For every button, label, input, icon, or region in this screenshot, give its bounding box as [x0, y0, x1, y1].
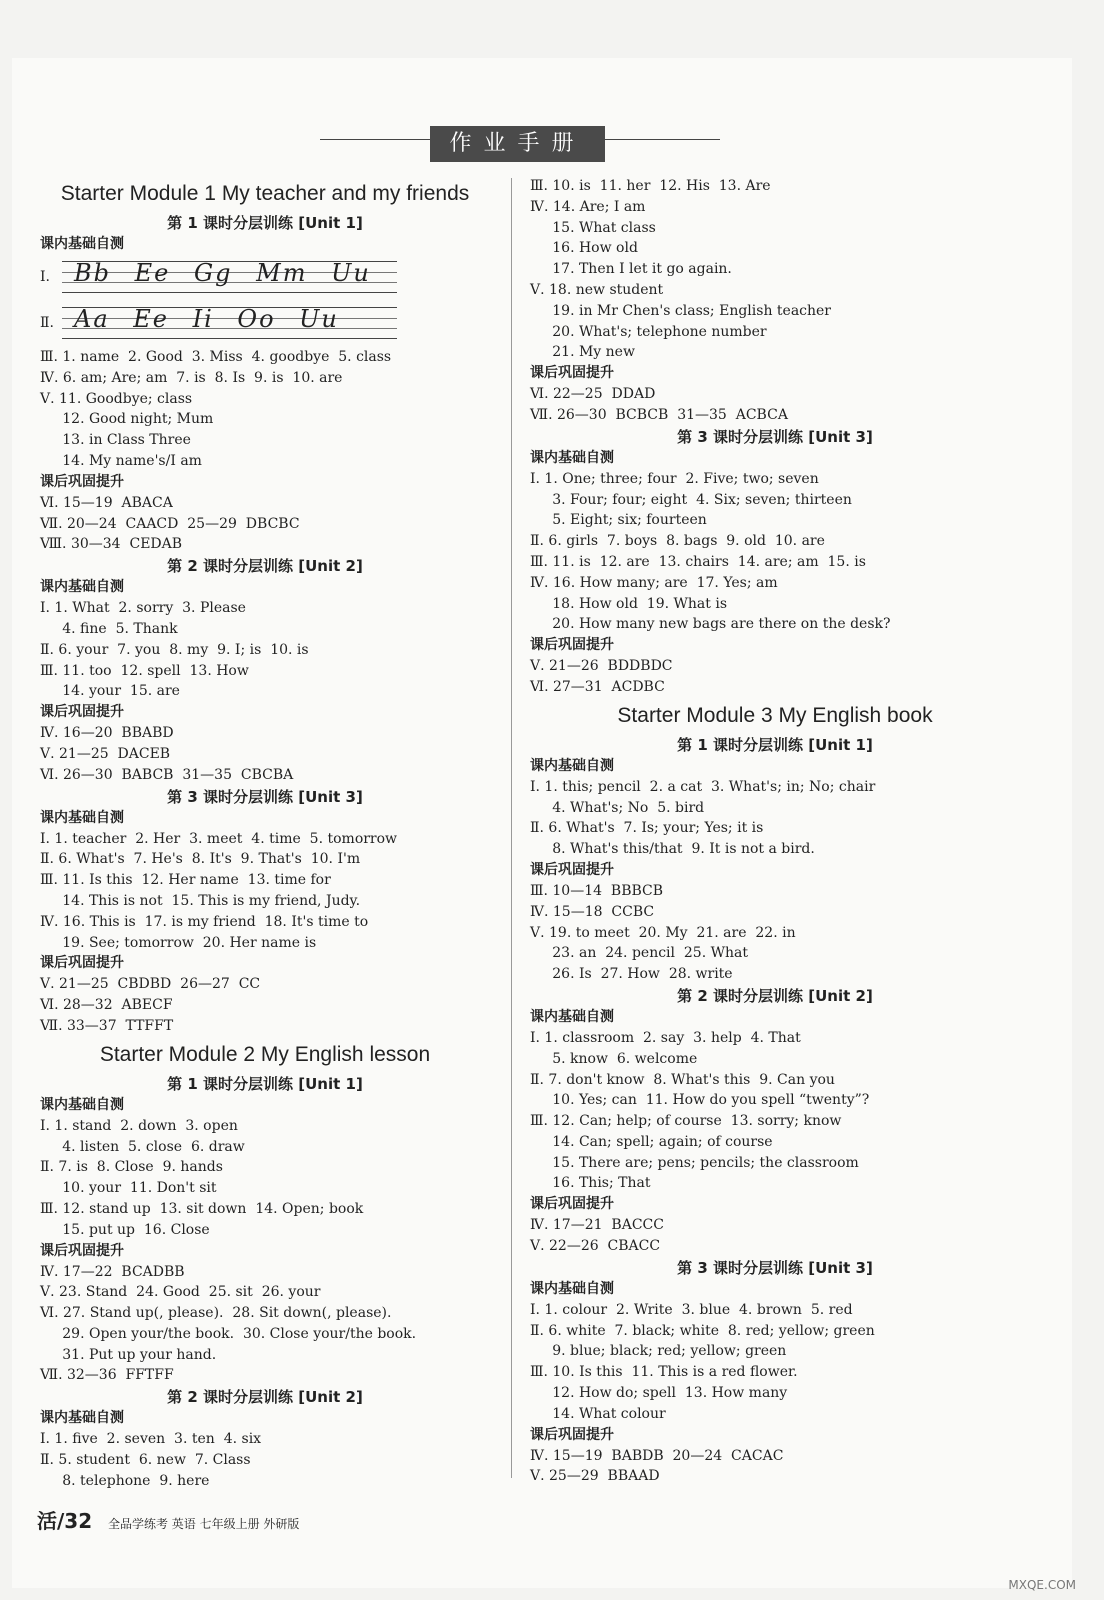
subsection-title: 课内基础自测: [40, 809, 124, 826]
answer-line: Ⅲ. 11. is 12. are 13. chairs 14. are; am 15. is: [530, 553, 866, 570]
section-header: [320, 126, 720, 166]
left-column: [40, 176, 490, 1492]
answer-line: Ⅴ. 21—25 DACEB: [40, 745, 171, 762]
answer-line: 20. How many new bags are there on the desk?: [530, 616, 891, 633]
answer-line: 23. an 24. pencil 25. What: [530, 945, 748, 962]
answer-line: Ⅵ. 26—30 BABCB 31—35 CBCBA: [40, 766, 294, 783]
question-number: Ⅱ.: [40, 315, 54, 331]
subsection-title: 课内基础自测: [40, 579, 124, 596]
answer-line: 21. My new: [530, 344, 635, 361]
subsection-title: 课内基础自测: [530, 1008, 614, 1025]
answer-line: Ⅰ. 1. this; pencil 2. a cat 3. What's; in; No; chair: [530, 778, 876, 795]
answer-line: 19. See; tomorrow 20. Her name is: [40, 934, 317, 951]
answer-line: Ⅰ. 1. classroom 2. say 3. help 4. That: [530, 1029, 801, 1046]
answer-line: Ⅰ. 1. colour 2. Write 3. blue 4. brown 5. red: [530, 1301, 853, 1318]
column-divider: [511, 178, 512, 1478]
module-title: Starter Module 2 My English lesson: [99, 1042, 431, 1066]
answer-line: Ⅰ. 1. What 2. sorry 3. Please: [40, 600, 246, 617]
answer-line: Ⅴ. 11. Goodbye; class: [40, 390, 193, 407]
right-column: [530, 176, 1020, 1487]
answer-line: Ⅴ. 22—26 CBACC: [530, 1238, 661, 1255]
answer-line: Ⅳ. 14. Are; I am: [530, 198, 646, 215]
answer-line: 16. How old: [530, 240, 638, 257]
answer-line: Ⅲ. 12. stand up 13. sit down 14. Open; book: [40, 1200, 364, 1217]
module-title: Starter Module 1 My teacher and my friends: [60, 182, 470, 205]
answer-line: 15. What class: [530, 219, 656, 236]
lesson-title: 第 1 课时分层训练 [Unit 1]: [677, 735, 873, 754]
subsection-title: 课内基础自测: [40, 236, 124, 252]
answer-line: 5. know 6. welcome: [530, 1050, 698, 1067]
answer-line: 14. My name's/I am: [40, 452, 202, 469]
answer-line: Ⅳ. 6. am; Are; am 7. is 8. Is 9. is 10. are: [40, 369, 343, 386]
question-number: Ⅰ.: [40, 269, 50, 285]
answer-line: 17. Then I let it go again.: [530, 261, 732, 278]
answer-line: 14. What colour: [530, 1405, 666, 1422]
answer-line: 29. Open your/the book. 30. Close your/the book.: [40, 1325, 417, 1342]
watermark: MXQE.COM: [1008, 1578, 1076, 1592]
answer-line: 18. How old 19. What is: [530, 595, 728, 612]
answer-line: Ⅱ. 6. white 7. black; white 8. red; yellow; green: [530, 1322, 875, 1339]
handwriting-row: [40, 255, 490, 301]
answer-line: Ⅲ. 11. too 12. spell 13. How: [40, 662, 249, 679]
answer-line: 26. Is 27. How 28. write: [530, 966, 733, 983]
handwritten-letters: Aa Ee Ii Oo Uu: [74, 305, 339, 333]
answer-line: Ⅳ. 16. How many; are 17. Yes; am: [530, 574, 778, 591]
answer-line: Ⅴ. 21—25 CBDBD 26—27 CC: [40, 976, 261, 993]
book-series: 全品学练考 英语 七年级上册 外研版: [107, 1517, 300, 1531]
answer-line: 12. Good night; Mum: [40, 411, 214, 428]
subsection-title: 课内基础自测: [40, 1410, 124, 1427]
answer-line: 19. in Mr Chen's class; English teacher: [530, 302, 831, 319]
answer-line: Ⅲ. 10. is 11. her 12. His 13. Are: [530, 178, 771, 194]
answer-line: Ⅵ. 22—25 DDAD: [530, 386, 656, 403]
subsection-title: 课内基础自测: [530, 757, 614, 774]
handwritten-letters: Bb Ee Gg Mm Uu: [74, 259, 371, 287]
answer-line: Ⅴ. 21—26 BDDBDC: [530, 658, 673, 675]
answer-line: Ⅰ. 1. One; three; four 2. Five; two; seven: [530, 470, 819, 487]
answer-line: 16. This; That: [530, 1175, 651, 1192]
answer-line: 14. Can; spell; again; of course: [530, 1133, 773, 1150]
answer-line: Ⅳ. 15—18 CCBC: [530, 903, 655, 920]
answer-line: Ⅵ. 27. Stand up(, please). 28. Sit down(, please).: [40, 1305, 392, 1322]
subsection-title: 课后巩固提升: [530, 637, 614, 654]
answer-line: 13. in Class Three: [40, 432, 191, 449]
lesson-title: 第 1 课时分层训练 [Unit 1]: [167, 1074, 363, 1093]
subsection-title: 课后巩固提升: [530, 1196, 614, 1213]
answer-line: Ⅷ. 30—34 CEDAB: [40, 536, 183, 553]
answer-line: Ⅶ. 26—30 BCBCB 31—35 ACBCA: [530, 406, 788, 423]
handwriting-row: [40, 301, 490, 347]
answer-line: Ⅱ. 6. What's 7. He's 8. It's 9. That's 10. I'm: [40, 851, 361, 868]
answer-line: 8. What's this/that 9. It is not a bird.: [530, 841, 815, 858]
answer-line: Ⅵ. 28—32 ABECF: [40, 997, 173, 1014]
subsection-title: 课后巩固提升: [40, 955, 124, 972]
answer-line: Ⅰ. 1. five 2. seven 3. ten 4. six: [40, 1431, 262, 1448]
answer-line: 4. fine 5. Thank: [40, 620, 178, 637]
answer-line: 14. your 15. are: [40, 683, 180, 700]
answer-line: Ⅴ. 25—29 BBAAD: [530, 1468, 660, 1485]
answer-line: Ⅰ. 1. stand 2. down 3. open: [40, 1117, 238, 1134]
answer-line: 3. Four; four; eight 4. Six; seven; thirteen: [530, 491, 852, 508]
subsection-title: 课后巩固提升: [40, 1242, 124, 1259]
page-number: 活/32: [37, 1509, 93, 1533]
subsection-title: 课后巩固提升: [530, 1426, 614, 1443]
answer-line: 12. How do; spell 13. How many: [530, 1385, 788, 1402]
answer-line: Ⅵ. 15—19 ABACA: [40, 494, 173, 511]
answer-line: Ⅴ. 19. to meet 20. My 21. are 22. in: [530, 924, 796, 941]
answer-line: Ⅶ. 32—36 FFTFF: [40, 1367, 174, 1384]
answer-line: Ⅱ. 7. is 8. Close 9. hands: [40, 1159, 223, 1176]
answer-line: Ⅳ. 16. This is 17. is my friend 18. It's time to: [40, 913, 369, 930]
answer-line: Ⅶ. 33—37 TTFFT: [40, 1017, 174, 1034]
answer-line: Ⅱ. 6. your 7. you 8. my 9. I; is 10. is: [40, 641, 309, 658]
lesson-title: 第 3 课时分层训练 [Unit 3]: [677, 1258, 873, 1277]
answer-line: Ⅱ. 6. What's 7. Is; your; Yes; it is: [530, 820, 764, 837]
subsection-title: 课内基础自测: [530, 1280, 614, 1297]
module-title: Starter Module 3 My English book: [617, 703, 933, 727]
answer-line: 10. Yes; can 11. How do you spell “twenty”?: [530, 1092, 870, 1109]
footer: [37, 1505, 299, 1534]
lesson-title: 第 3 课时分层训练 [Unit 3]: [677, 427, 873, 446]
answer-line: 9. blue; black; red; yellow; green: [530, 1343, 787, 1360]
answer-line: Ⅰ. 1. teacher 2. Her 3. meet 4. time 5. tomorrow: [40, 830, 398, 847]
subsection-title: 课后巩固提升: [530, 861, 614, 878]
answer-line: Ⅲ. 12. Can; help; of course 13. sorry; know: [530, 1113, 842, 1130]
answer-line: Ⅲ. 11. Is this 12. Her name 13. time for: [40, 872, 331, 889]
lesson-title: 第 1 课时分层训练 [Unit 1]: [167, 214, 363, 232]
answer-line: 31. Put up your hand.: [40, 1346, 217, 1363]
answer-line: 15. There are; pens; pencils; the classroom: [530, 1154, 859, 1171]
answer-line: Ⅴ. 23. Stand 24. Good 25. sit 26. your: [40, 1284, 321, 1301]
subsection-title: 课后巩固提升: [40, 473, 124, 490]
answer-line: Ⅱ. 6. girls 7. boys 8. bags 9. old 10. are: [530, 533, 825, 550]
lesson-title: 第 2 课时分层训练 [Unit 2]: [167, 1388, 363, 1407]
lesson-title: 第 2 课时分层训练 [Unit 2]: [677, 986, 873, 1005]
answer-line: 20. What's; telephone number: [530, 323, 767, 340]
section-title: 作业手册: [430, 126, 605, 162]
answer-line: Ⅲ. 10. Is this 11. This is a red flower.: [530, 1364, 798, 1381]
answer-line: Ⅱ. 7. don't know 8. What's this 9. Can you: [530, 1071, 835, 1088]
answer-line: Ⅳ. 17—22 BCADBB: [40, 1263, 185, 1280]
subsection-title: 课后巩固提升: [40, 704, 124, 721]
subsection-title: 课内基础自测: [40, 1096, 124, 1113]
answer-line: Ⅳ. 15—19 BABDB 20—24 CACAC: [530, 1447, 784, 1464]
answer-line: 10. your 11. Don't sit: [40, 1180, 217, 1197]
lesson-title: 第 3 课时分层训练 [Unit 3]: [167, 787, 363, 806]
subsection-title: 课后巩固提升: [530, 365, 614, 382]
answer-line: Ⅱ. 5. student 6. new 7. Class: [40, 1452, 251, 1469]
answer-line: Ⅳ. 16—20 BBABD: [40, 725, 174, 742]
answer-line: Ⅶ. 20—24 CAACD 25—29 DBCBC: [40, 515, 300, 532]
answer-line: 5. Eight; six; fourteen: [530, 512, 707, 529]
answer-line: Ⅲ. 10—14 BBBCB: [530, 882, 664, 899]
answer-line: 8. telephone 9. here: [40, 1472, 210, 1489]
answer-line: Ⅴ. 18. new student: [530, 281, 664, 298]
answer-line: Ⅲ. 1. name 2. Good 3. Miss 4. goodbye 5. class: [40, 349, 392, 365]
subsection-title: 课内基础自测: [530, 449, 614, 466]
lesson-title: 第 2 课时分层训练 [Unit 2]: [167, 557, 363, 576]
answer-line: 4. What's; No 5. bird: [530, 799, 705, 816]
answer-line: 14. This is not 15. This is my friend, Judy.: [40, 892, 361, 909]
answer-line: Ⅵ. 27—31 ACDBC: [530, 678, 665, 695]
answer-line: 4. listen 5. close 6. draw: [40, 1138, 245, 1155]
answer-line: 15. put up 16. Close: [40, 1221, 210, 1238]
answer-line: Ⅳ. 17—21 BACCC: [530, 1217, 664, 1234]
